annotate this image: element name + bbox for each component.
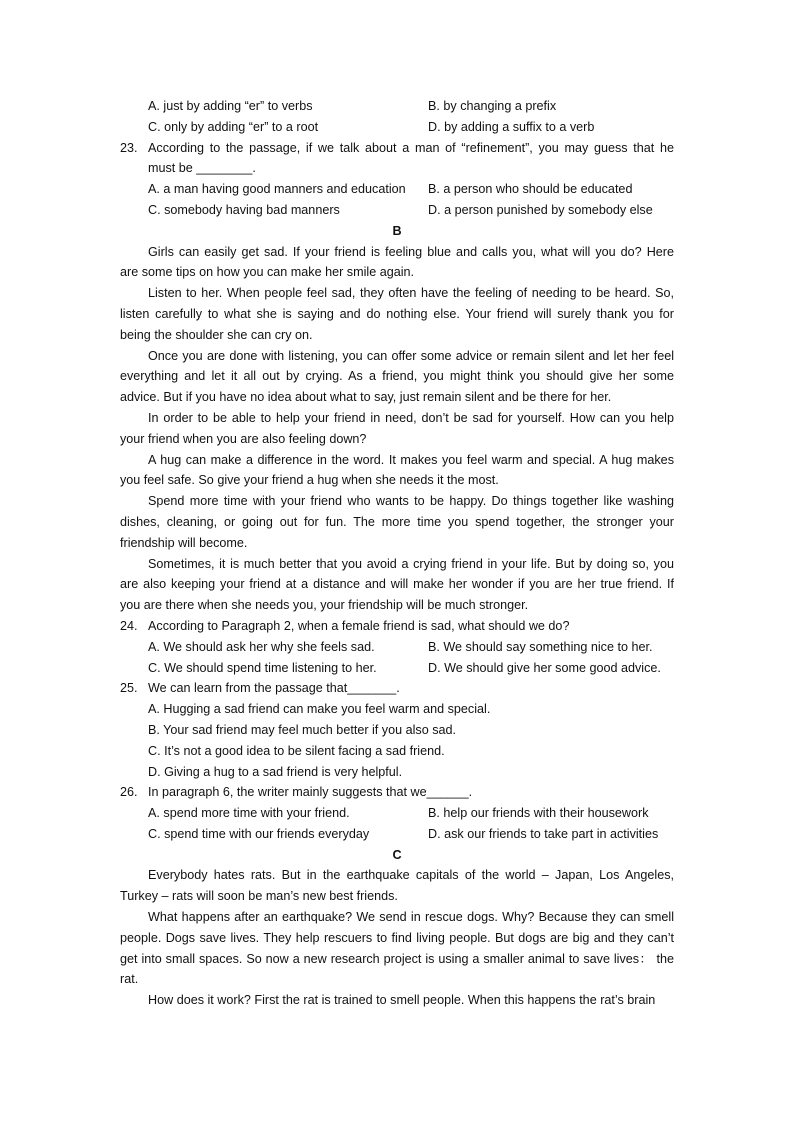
paragraph-line: Everybody hates rats. But in the earthquake capitals of the world – Japan, Los Angeles, [148,868,674,883]
q26-option-a: A. spend more time with your friend. [148,806,350,821]
paragraph-line: dishes, cleaning, or going out for fun. The more time you spend together, the stronger your [120,514,674,529]
q26-text: In paragraph 6, the writer mainly suggests that we______. [148,785,473,800]
q22-option-d: D. by adding a suffix to a verb [428,119,595,134]
q25-option-b: B. Your sad friend may feel much better if you also sad. [148,722,457,737]
q24-question [120,616,674,637]
q24-option-a: A. We should ask her why she feels sad. [148,639,375,654]
q22-options-row-2 [120,117,674,138]
q23-text-line-2: must be ________. [148,161,256,176]
q22-option-b: B. by changing a prefix [428,99,557,113]
q26-options-row-2 [120,824,674,845]
q23-options-row-1 [120,179,674,200]
paragraph-line: Girls can easily get sad. If your friend is feeling blue and calls you, what will you do? Here [148,244,674,259]
q25-text: We can learn from the passage that_______. [148,681,400,696]
paragraph-line: friendship will become. [120,535,248,550]
q26-option-c: C. spend time with our friends everyday [148,826,370,841]
paragraph-line: Turkey – rats will soon be man’s new best friends. [120,889,398,904]
section-c-heading: C [392,847,402,862]
paragraph-line: get into small spaces. So now a new research project is using a smaller animal to save lives： the [120,951,674,966]
paragraph-line: Listen to her. When people feel sad, they often have the feeling of needing to be heard. So, [148,286,674,301]
q26-number: 26. [120,785,138,800]
q24-options-row-2 [120,658,674,679]
q24-options-row-1 [120,637,674,658]
q26-question [120,782,674,803]
paragraph-line: Once you are done with listening, you can offer some advice or remain silent and let her feel [148,348,674,363]
q22-option-a: A. just by adding “er” to verbs [148,99,313,113]
paragraph-line: In order to be able to help your friend in need, don’t be sad for yourself. How can you help [148,410,674,425]
q23-option-d: D. a person punished by somebody else [428,202,653,217]
section-c-passage [120,865,674,1011]
paragraph-line: What happens after an earthquake? We send in rescue dogs. Why? Because they can smell [148,910,674,925]
paragraph-line: are some tips on how you can make her smile again. [120,265,415,280]
paragraph-line: listen carefully to what she is saying and do nothing else. Your friend will surely thank you for [120,306,674,321]
q24-text: According to Paragraph 2, when a female friend is sad, what should we do? [148,618,570,633]
q24-number: 24. [120,618,138,633]
q26-option-b: B. help our friends with their housework [428,806,649,821]
paragraph-line: Spend more time with your friend who wants to be happy. Do things together like washing [148,494,674,509]
page-content [120,96,674,1011]
q25-option-d: D. Giving a hug to a sad friend is very helpful. [148,764,403,779]
paragraph-line: advice. But if you have no idea about what to say, just remain silent and be there for her. [120,390,612,405]
paragraph-line: people. Dogs save lives. They help rescuers to find living people. But dogs are big and they can’t [120,930,674,945]
q23-option-c: C. somebody having bad manners [148,202,340,217]
q24-option-c: C. We should spend time listening to her. [148,660,377,675]
paragraph-line: How does it work? First the rat is trained to smell people. When this happens the rat’s brain [148,993,656,1008]
q23-number: 23. [120,140,138,155]
q24-option-b: B. We should say something nice to her. [428,639,653,654]
paragraph-line: you feel safe. So give your friend a hug when she needs it the most. [120,473,499,488]
paragraph-line: you are there when she needs you, your friendship will be much stronger. [120,598,529,613]
q25-question [120,678,674,699]
section-b-passage [120,242,674,616]
q22-option-c: C. only by adding “er” to a root [148,119,319,134]
q25-option-a: A. Hugging a sad friend can make you feel warm and special. [148,702,491,717]
paragraph-line: rat. [120,972,139,987]
q23-text-line-1: According to the passage, if we talk about a man of “refinement”, you may guess that he [148,140,674,155]
q22-options-row-1 [120,96,674,117]
q23-options-row-2 [120,200,674,221]
paragraph-line: Sometimes, it is much better that you avoid a crying friend in your life. But by doing so, you [148,556,674,571]
paragraph-line: being the shoulder she can cry on. [120,327,313,342]
q23-question [120,138,674,159]
q23-option-a: A. a man having good manners and education [148,182,406,197]
section-b-heading: B [392,223,402,238]
paragraph-line: everything and let it all out by crying. As a friend, you might think you should give her some [120,369,674,384]
q24-option-d: D. We should give her some good advice. [428,660,661,675]
paragraph-line: A hug can make a difference in the word. It makes you feel warm and special. A hug makes [148,452,674,467]
q23-option-b: B. a person who should be educated [428,182,633,197]
q26-options-row-1 [120,803,674,824]
q25-option-c: C. It’s not a good idea to be silent facing a sad friend. [148,743,445,758]
paragraph-line: your friend when you are also feeling down? [120,431,367,446]
q25-number: 25. [120,681,138,696]
q26-option-d: D. ask our friends to take part in activities [428,826,659,841]
paragraph-line: are also keeping your friend at a distance and will make her wonder if you are her true friend. If [120,577,674,592]
